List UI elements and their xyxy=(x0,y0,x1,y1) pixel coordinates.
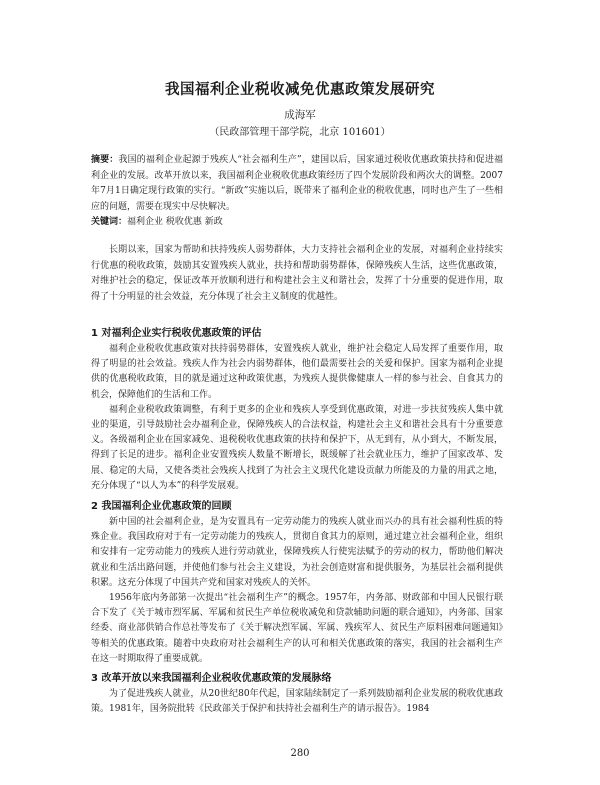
section-3 xyxy=(91,669,503,717)
section-1 xyxy=(91,324,503,494)
section-2-paragraph-2: 1956年底内务部第一次提出“社会福利生产”的概念。1957年，内务部、财政部和中国人民银行联合下发了《关于城市烈军属、军属和贫民生产单位税收减免和贷款辅助问题的联合通知》，内务部、国家经委、商业部供销合作总社等发布了《关于解决烈军属、军属、残疾军人、贫民生产原料困难问题通知》等相关的优惠政策。随着中央政府对社会福利生产的认可和相关优惠政策的落实，我国的社会福利生产在这一时期取得了重要成就。 xyxy=(91,593,503,664)
section-3-paragraph-1: 为了促进残疾人就业，从20世纪80年代起，国家陆续制定了一系列鼓励福利企业发展的税收优惠政策。1981年，国务院批转《民政部关于保护和扶持社会福利生产的请示报告》。1984 xyxy=(91,689,503,715)
section-1-heading: 1 对福利企业实行税收优惠政策的评估 xyxy=(91,328,262,339)
section-1-paragraph-2: 福利企业税收政策调整，有利于更多的企业和残疾人享受到优惠政策，对进一步扶贫残疾人集中就业的渠道，引导鼓励社会办福利企业，保障残疾人的合法权益，构建社会主义和谐社会具有十分重要意义。各级福利企业在国家减免、退税税收优惠政策的扶持和保护下，从无到有，从小到大，不断发展，得到了长足的进步。福利企业安置残疾人数量不断增长，既缓解了社会就业压力，维护了国家改革、发展、稳定的大局，又使各类社会残疾人找到了为社会主义现代化建设贡献力所能及的力量的用武之地，充分体现了“以人为本”的科学发展观。 xyxy=(91,404,503,491)
abstract-text: 我国的福利企业起源于残疾人“社会福利生产”，建国以后，国家通过税收优惠政策扶持和促进福利企业的发展。改革开放以来，我国福利企业税收优惠政策经历了四个发展阶段和两次大的调整。2007年7月1日确定现行政策的实行。“新政”实施以后，既带来了福利企业的税收优惠，同时也产生了一些相应的问题，需要在现实中尽快解决。 xyxy=(91,155,503,212)
abstract-label: 摘要： xyxy=(91,155,119,165)
page-number: 280 xyxy=(290,748,310,759)
section-2-paragraph-1: 新中国的社会福利企业，是为安置具有一定劳动能力的残疾人就业而兴办的具有社会福利性质的特殊企业。我国政府对于有一定劳动能力的残疾人，贯彻自食其力的原则，通过建立社会福利企业，组织和安排有一定劳动能力的残疾人进行劳动就业，保障残疾人行使宪法赋予的劳动的权力，帮助他们解决就业和生活出路问题，并使他们参与社会主义建设，为社会创造财富和提供服务，为基层社会福利提供积累。这充分体现了中国共产党和国家对残疾人的关怀。 xyxy=(91,517,503,588)
keywords xyxy=(91,214,503,227)
section-2 xyxy=(91,497,503,667)
author-name: 成海军 xyxy=(284,109,316,121)
intro-paragraph: 长期以来，国家为帮助和扶持残疾人弱势群体，大力支持社会福利企业的发展，对福利企业持续实行优惠的税收政策，鼓励其安置残疾人就业，扶持和帮助弱势群体，保障残疾人生活，这些优惠政策，对维护社会的稳定，保证改革开放顺利进行和构建社会主义和谐社会，发挥了十分重要的促进作用，取得了十分明显的社会效益，充分体现了社会主义制度的优越性。 xyxy=(91,245,503,302)
section-1-paragraph-1: 福利企业税收优惠政策对扶持弱势群体，安置残疾人就业，维护社会稳定人局发挥了重要作用，取得了明显的社会效益。残疾人作为社会内弱势群体，他们最需要社会的关爱和保护。国家为福利企业提供的优惠税收政策，目的就是通过这种政策优惠，为残疾人提供像健康人一样的参与社会、自食其力的机会，保障他们的生活和工作。 xyxy=(91,344,503,400)
keywords-label: 关键词： xyxy=(91,217,128,227)
section-3-heading: 3 改革开放以来我国福利企业税收优惠政策的发展脉络 xyxy=(91,673,332,684)
author-affiliation: （民政部管理干部学院，北京 101601） xyxy=(209,127,391,138)
abstract xyxy=(91,153,503,215)
paper-title: 我国福利企业税收减免优惠政策发展研究 xyxy=(165,82,435,98)
section-2-heading: 2 我国福利企业优惠政策的回顾 xyxy=(91,501,232,512)
keywords-text: 福利企业 税收优惠 新政 xyxy=(127,217,223,227)
